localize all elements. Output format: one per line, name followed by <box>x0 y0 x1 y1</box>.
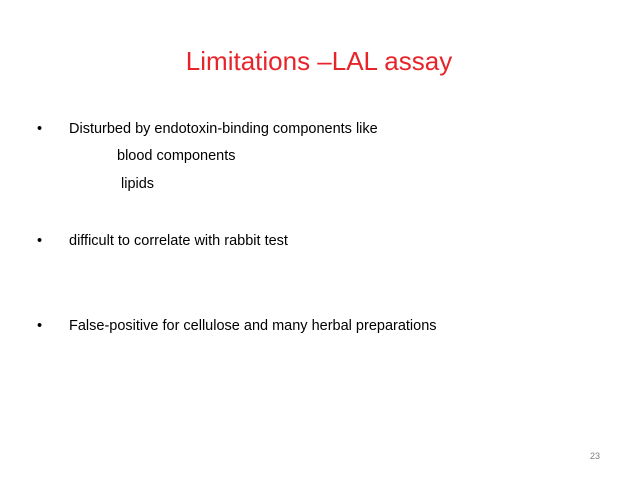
bullet-text: difficult to correlate with rabbit test <box>69 233 288 249</box>
bullet-item-3 <box>37 317 437 335</box>
bullet-icon: • <box>37 233 43 249</box>
bullet-icon: • <box>37 121 43 137</box>
bullet-text: Disturbed by endotoxin-binding components like <box>69 121 378 137</box>
sub-item-blood-components: blood components <box>117 148 236 164</box>
sub-item-lipids: lipids <box>121 176 155 192</box>
page-number: 23 <box>589 451 600 461</box>
bullet-text: False-positive for cellulose and many herbal preparations <box>69 318 437 334</box>
bullet-item-2 <box>37 232 288 250</box>
slide-title: Limitations –LAL assay <box>185 46 453 76</box>
bullet-icon: • <box>37 318 43 334</box>
bullet-item-1 <box>37 120 378 138</box>
